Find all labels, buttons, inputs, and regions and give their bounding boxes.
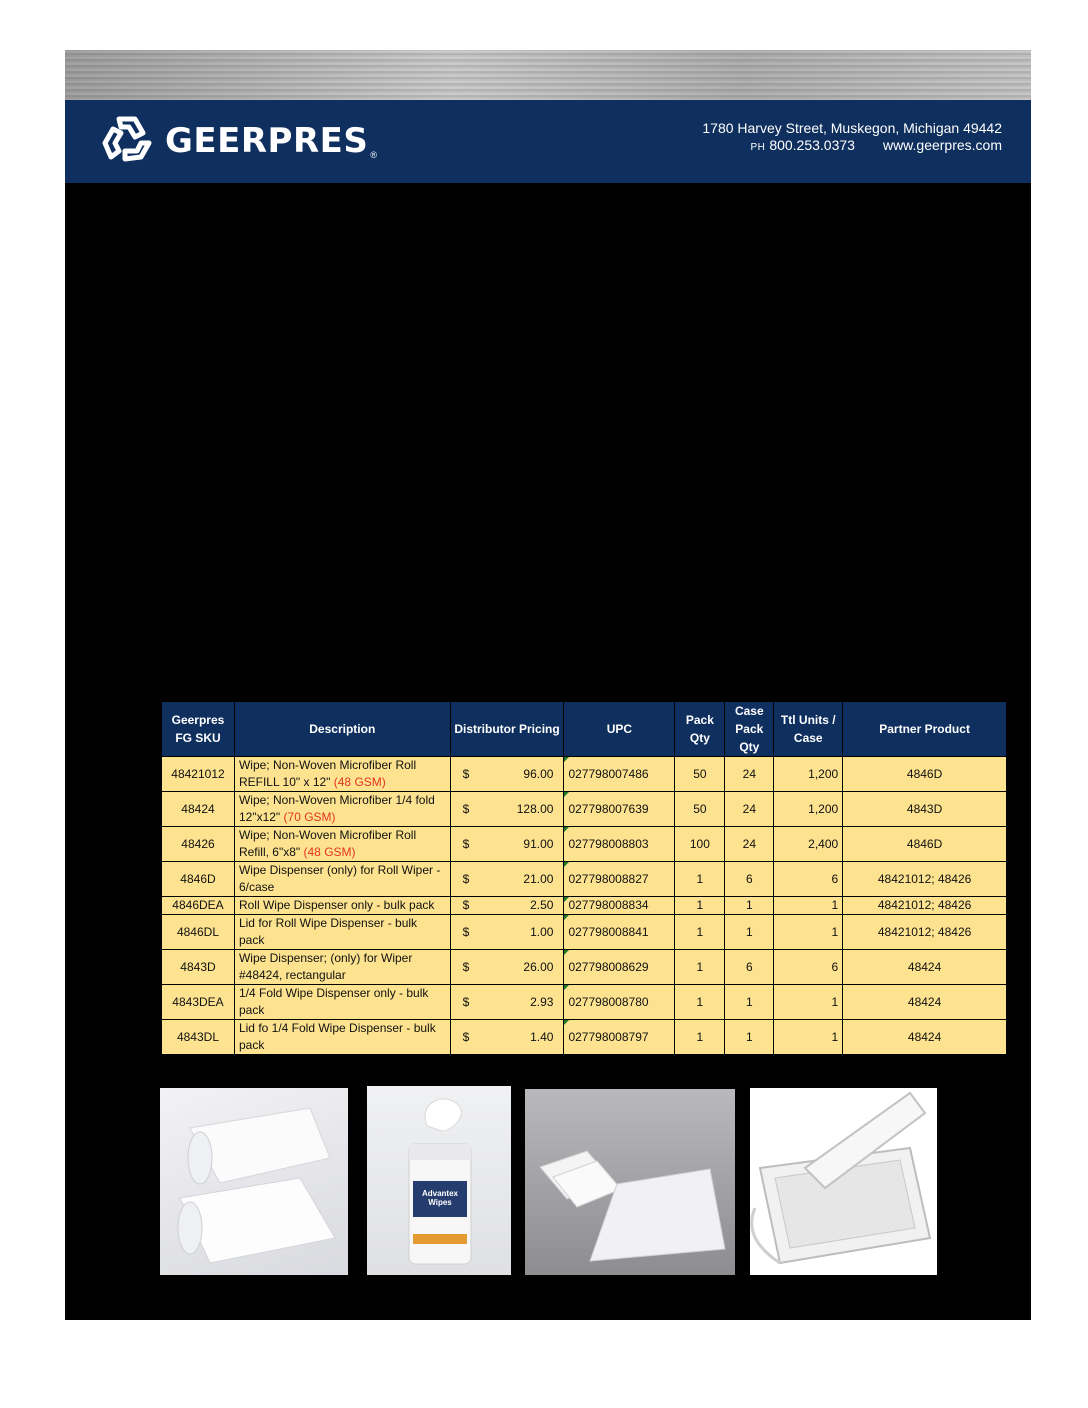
geerpres-logo bbox=[99, 112, 377, 170]
partner-cell: 48424 bbox=[843, 950, 1007, 985]
case-pack-cell: 1 bbox=[725, 915, 774, 950]
table-row bbox=[162, 915, 1007, 950]
folded-wipes-illustration bbox=[525, 1089, 735, 1275]
price-cell bbox=[450, 897, 564, 915]
price-cell bbox=[450, 1020, 564, 1055]
description-cell bbox=[234, 915, 450, 950]
description-text: Roll Wipe Dispenser only - bulk pack bbox=[238, 898, 435, 912]
upc-cell: 027798008629 bbox=[564, 950, 675, 985]
description-cell bbox=[234, 897, 450, 915]
description-cell bbox=[234, 985, 450, 1020]
partner-cell: 48424 bbox=[843, 985, 1007, 1020]
case-pack-cell: 24 bbox=[725, 827, 774, 862]
brand-wordmark: GEERPRES bbox=[165, 121, 369, 161]
table-row bbox=[162, 985, 1007, 1020]
total-units-cell: 6 bbox=[774, 862, 843, 897]
case-pack-cell: 1 bbox=[725, 985, 774, 1020]
partner-cell: 48424 bbox=[843, 1020, 1007, 1055]
total-units-cell: 2,400 bbox=[774, 827, 843, 862]
currency-symbol: $ bbox=[462, 801, 470, 816]
table-row bbox=[162, 950, 1007, 985]
upc-cell: 027798007639 bbox=[564, 792, 675, 827]
case-pack-cell: 6 bbox=[725, 862, 774, 897]
canister-illustration bbox=[367, 1086, 511, 1275]
description-cell bbox=[234, 950, 450, 985]
col-header-partner: Partner Product bbox=[843, 702, 1007, 757]
currency-symbol: $ bbox=[462, 871, 470, 886]
description-text: Wipe; Non-Woven Microfiber Roll Refill, 6"x8" bbox=[238, 828, 417, 859]
case-pack-cell: 24 bbox=[725, 757, 774, 792]
upc-cell: 027798008841 bbox=[564, 915, 675, 950]
roll-wipes-illustration bbox=[160, 1088, 348, 1275]
col-header-upc: UPC bbox=[564, 702, 675, 757]
geerpres-emblem-icon bbox=[99, 113, 155, 169]
sku-cell: 4843D bbox=[162, 950, 235, 985]
table-row bbox=[162, 1020, 1007, 1055]
gsm-note: (48 GSM) bbox=[303, 845, 356, 859]
canister-label: Advantex Wipes bbox=[421, 1189, 458, 1207]
description-text: Wipe; Non-Woven Microfiber Roll REFILL 10" x 12" bbox=[238, 758, 417, 789]
pricing-table bbox=[161, 701, 1007, 1055]
currency-symbol: $ bbox=[462, 959, 470, 974]
price-value: 26.00 bbox=[523, 959, 554, 974]
registered-mark: ® bbox=[370, 150, 377, 160]
price-cell bbox=[450, 950, 564, 985]
total-units-cell: 1 bbox=[774, 915, 843, 950]
pack-qty-cell: 1 bbox=[675, 950, 725, 985]
pack-qty-cell: 1 bbox=[675, 862, 725, 897]
total-units-cell: 6 bbox=[774, 950, 843, 985]
partner-cell: 4843D bbox=[843, 792, 1007, 827]
description-text: Wipe; Non-Woven Microfiber 1/4 fold 12"x12" bbox=[238, 793, 435, 824]
description-text: Wipe Dispenser; (only) for Wiper #48424, rectangular bbox=[238, 951, 413, 982]
pack-qty-cell: 50 bbox=[675, 757, 725, 792]
case-pack-cell: 24 bbox=[725, 792, 774, 827]
price-value: 2.50 bbox=[530, 898, 554, 912]
gsm-note: (48 GSM) bbox=[333, 775, 386, 789]
dispenser-bucket-photo bbox=[750, 1088, 937, 1275]
total-units-cell: 1,200 bbox=[774, 757, 843, 792]
table-header-row bbox=[162, 702, 1007, 757]
sku-cell: 4843DEA bbox=[162, 985, 235, 1020]
table-row bbox=[162, 862, 1007, 897]
price-value: 128.00 bbox=[516, 801, 554, 816]
address-line: 1780 Harvey Street, Muskegon, Michigan 49442 bbox=[702, 120, 1002, 136]
total-units-cell: 1 bbox=[774, 897, 843, 915]
pack-qty-cell: 1 bbox=[675, 897, 725, 915]
brushed-metal-banner bbox=[65, 50, 1031, 100]
col-header-sku: Geerpres FG SKU bbox=[162, 702, 235, 757]
pack-qty-cell: 100 bbox=[675, 827, 725, 862]
partner-cell: 4846D bbox=[843, 757, 1007, 792]
pack-qty-cell: 50 bbox=[675, 792, 725, 827]
col-header-pack-qty: Pack Qty bbox=[675, 702, 725, 757]
partner-cell: 4846D bbox=[843, 827, 1007, 862]
price-value: 2.93 bbox=[530, 994, 554, 1009]
case-pack-cell: 6 bbox=[725, 950, 774, 985]
sku-cell: 4846D bbox=[162, 862, 235, 897]
description-text: Lid fo 1/4 Fold Wipe Dispenser - bulk pack bbox=[238, 1021, 436, 1052]
table-row bbox=[162, 757, 1007, 792]
price-cell bbox=[450, 827, 564, 862]
partner-cell: 48421012; 48426 bbox=[843, 897, 1007, 915]
website-link[interactable]: www.geerpres.com bbox=[882, 137, 1002, 153]
price-cell bbox=[450, 915, 564, 950]
description-cell bbox=[234, 757, 450, 792]
total-units-cell: 1,200 bbox=[774, 792, 843, 827]
canister-wipes-photo bbox=[367, 1086, 511, 1275]
pack-qty-cell: 1 bbox=[675, 985, 725, 1020]
currency-symbol: $ bbox=[462, 924, 470, 939]
description-cell bbox=[234, 1020, 450, 1055]
price-value: 96.00 bbox=[523, 766, 554, 781]
price-sheet bbox=[65, 50, 1031, 1320]
upc-cell: 027798008834 bbox=[564, 897, 675, 915]
phone-number[interactable]: 800.253.0373 bbox=[769, 137, 855, 153]
sku-cell: 48424 bbox=[162, 792, 235, 827]
currency-symbol: $ bbox=[462, 766, 470, 781]
upc-cell: 027798008797 bbox=[564, 1020, 675, 1055]
currency-symbol: $ bbox=[462, 898, 470, 912]
table-row bbox=[162, 827, 1007, 862]
partner-cell: 48421012; 48426 bbox=[843, 862, 1007, 897]
roll-wipes-photo bbox=[160, 1088, 348, 1275]
currency-symbol: $ bbox=[462, 836, 470, 851]
description-text: Lid for Roll Wipe Dispenser - bulk pack bbox=[238, 916, 418, 947]
contact-block bbox=[702, 120, 1002, 156]
total-units-cell: 1 bbox=[774, 1020, 843, 1055]
sku-cell: 48426 bbox=[162, 827, 235, 862]
currency-symbol: $ bbox=[462, 994, 470, 1009]
table-row bbox=[162, 792, 1007, 827]
price-value: 1.40 bbox=[530, 1029, 554, 1044]
partner-cell: 48421012; 48426 bbox=[843, 915, 1007, 950]
price-value: 21.00 bbox=[523, 871, 554, 886]
price-cell bbox=[450, 757, 564, 792]
folded-wipes-photo bbox=[525, 1089, 735, 1275]
price-cell bbox=[450, 862, 564, 897]
upc-cell: 027798007486 bbox=[564, 757, 675, 792]
upc-cell: 027798008780 bbox=[564, 985, 675, 1020]
description-text: 1/4 Fold Wipe Dispenser only - bulk pack bbox=[238, 986, 429, 1017]
sku-cell: 48421012 bbox=[162, 757, 235, 792]
sku-cell: 4846DEA bbox=[162, 897, 235, 915]
upc-cell: 027798008827 bbox=[564, 862, 675, 897]
price-cell bbox=[450, 985, 564, 1020]
price-value: 1.00 bbox=[530, 924, 554, 939]
sku-cell: 4846DL bbox=[162, 915, 235, 950]
pack-qty-cell: 1 bbox=[675, 1020, 725, 1055]
description-cell bbox=[234, 827, 450, 862]
upc-cell: 027798008803 bbox=[564, 827, 675, 862]
col-header-price: Distributor Pricing bbox=[450, 702, 564, 757]
case-pack-cell: 1 bbox=[725, 897, 774, 915]
dispenser-illustration bbox=[750, 1088, 937, 1275]
total-units-cell: 1 bbox=[774, 985, 843, 1020]
price-cell bbox=[450, 792, 564, 827]
col-header-description: Description bbox=[234, 702, 450, 757]
table-row bbox=[162, 897, 1007, 915]
col-header-case-pack-qty: Case Pack Qty bbox=[725, 702, 774, 757]
currency-symbol: $ bbox=[462, 1029, 470, 1044]
pack-qty-cell: 1 bbox=[675, 915, 725, 950]
description-cell bbox=[234, 792, 450, 827]
phone-label: PH bbox=[750, 142, 766, 153]
gsm-note: (70 GSM) bbox=[283, 810, 336, 824]
description-text: Wipe Dispenser (only) for Roll Wiper - 6/case bbox=[238, 863, 441, 894]
sku-cell: 4843DL bbox=[162, 1020, 235, 1055]
case-pack-cell: 1 bbox=[725, 1020, 774, 1055]
price-value: 91.00 bbox=[523, 836, 554, 851]
description-cell bbox=[234, 862, 450, 897]
col-header-total-units: Ttl Units / Case bbox=[774, 702, 843, 757]
